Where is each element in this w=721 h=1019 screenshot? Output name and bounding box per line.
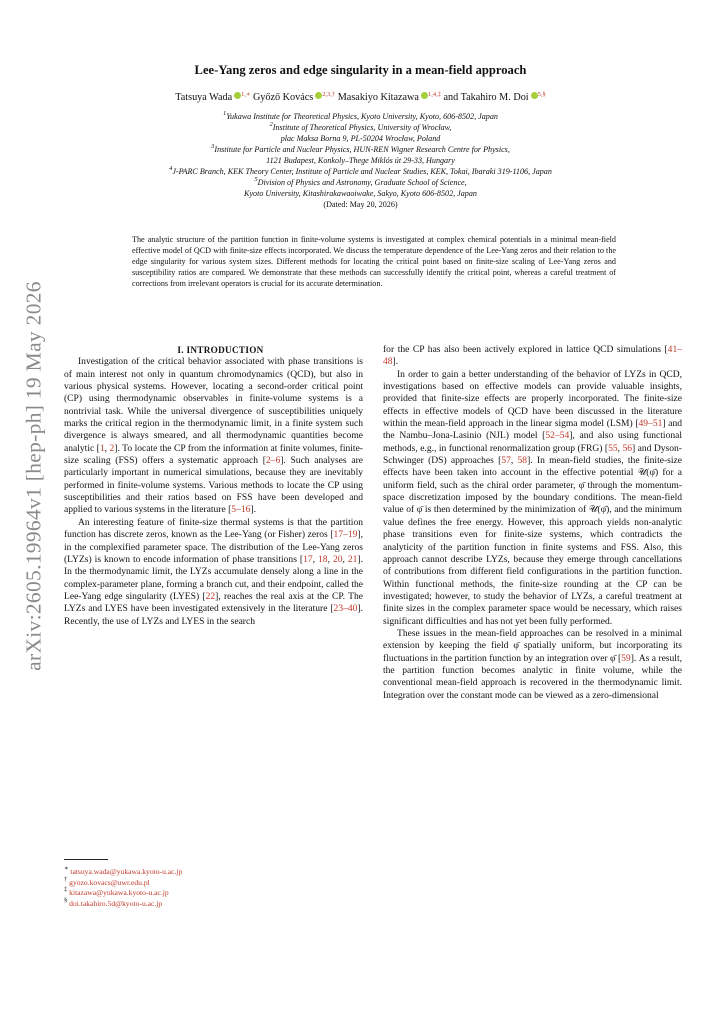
affiliation: plac Maksa Borna 9, PL-50204 Wrocław, Poland (280, 134, 441, 144)
author-2: Győző Kovács (252, 92, 314, 103)
affiliation: $^4$J-PARC Branch, KEK Theory Center, Institute of Particle and Nuclear Studies, KEK, Tokai, Ibaraki 319-1106, Japan (169, 165, 552, 177)
paragraph: In order to gain a better understanding of the behavior of LYZs in QCD, investigations based on effective models can provide valuable insights, provided that finite-size effects are properly incorporated. The finite-size effects in effective models of QCD have been discussed in the literature within the mean-field approach in the linear sigma model (LSM) [49–51] and the Nambu–Jona-Lasinio (NJL) model [52–54], and also using functional methods, e.g., in functional renormalization group (FRG) [55, 56] and Dyson-Schwinger (DS) approaches [57, 58]. In mean-field studies, the finite-size effects have been taken into account in the effective potential 𝒰(φ̄) for a uniform field, such as the chiral order parameter, φ̄ through the momentum-space discretization imposed by the boundary conditions. The mean-field value of φ̄ is then determined by the minimization of 𝒰(φ̄), and the minimum value defines the free energy. However, this approach yields non-analytic phase transitions even for finite-size systems, which contradicts the analyticity of the partition function in finite systems and FSS. Also, this approach cannot describe LYZs, because they emerge through cancellations of contributions from different field configurations in the partition function. Within functional methods, the finite-size rounding at the CP can be investigated; however, to study the behavior of LYZs, a careful treatment at finite sizes in the complex parameter space would be necessary, which raises significant difficulties and has not yet been fully performed. (383, 368, 683, 627)
author-4: Takahiro M. Doi (460, 92, 529, 103)
citation-link[interactable]: 17 (303, 553, 313, 565)
right-column (383, 344, 682, 702)
affiliation: $^1$Yukawa Institute for Theoretical Physics, Kyoto University, Kyoto, 606-8502, Japan (223, 110, 498, 121)
citation-link[interactable]: 52–54 (545, 430, 570, 442)
author-3-marks: 1,4,‡ (427, 91, 441, 98)
citation-link[interactable]: 2–6 (265, 455, 281, 467)
affiliation: 1121 Budapest, Konkoly–Thege Miklós út 29-33, Hungary (266, 156, 455, 166)
citation-link[interactable]: 18 (318, 553, 328, 565)
footnote-rule (64, 859, 108, 860)
author-4-marks: 5,§ (537, 91, 546, 98)
affiliation: $^3$Institute for Particle and Nuclear Physics, HUN-REN Wigner Research Centre for Physics, (211, 143, 510, 155)
author-1: Tatsuya Wada (175, 92, 233, 103)
email-link[interactable]: tatsuya.wada@yukawa.kyoto-u.ac.jp (70, 867, 183, 876)
author-1-marks: 1,∗ (241, 91, 251, 98)
citation-link[interactable]: 49–51 (638, 418, 663, 430)
email-link[interactable]: kitazawa@yukawa.kyoto-u.ac.jp (69, 888, 169, 897)
abstract: The analytic structure of the partition function in finite-volume systems is investigated at complex chemical potentials in a minimal mean-field effective model of QCD with finite-size effects incorporated. We discuss the temperature dependence of the Lee-Yang zeros and their relation to the edge singularity for various system sizes. Different methods for locating the critical point based on finite-size scaling of Lee-Yang zeros and susceptibility ratios are compared. We demonstrate that these methods can successfully identify the critical point, whereas a careful treatment of corrections from irrelevant operators is crucial for its accurate determination. (132, 235, 616, 289)
email-link[interactable]: gyozo.kovacs@uwr.edu.pl (69, 877, 150, 887)
paragraph: for the CP has also been actively explored in lattice QCD simulations [41–48]. (383, 344, 682, 368)
dated-line: (Dated: May 20, 2026) (323, 200, 398, 210)
arxiv-id-text: arXiv:2605.19964v1 [hep-ph] 19 May 2026 (21, 281, 46, 671)
citation-link[interactable]: 23–40 (333, 603, 358, 615)
citation-link[interactable]: 55 (608, 442, 618, 454)
citation-link[interactable]: 17–19 (333, 529, 358, 541)
paragraph: An interesting feature of finite-size thermal systems is that the partition function has discrete zeros, known as the Lee-Yang (or Fisher) zeros [17–19], in the complexified parameter space. The distribution of the Lee-Yang zeros (LYZs) is known to encode information of phase transitions [17, 18, 20, 21]. In the thermodynamic limit, the LYZs accumulate densely along a line in the complex-parameter plane, forming a branch cut, and their endpoint, called the Lee-Yang edge singularity (LYES) [22], reaches the real axis at the CP. The LYZs and LYES have been investigated extensively in the literature [23–40]. Recently, the use of LYZs and LYES in the search (64, 516, 363, 627)
orcid-icon[interactable] (421, 92, 428, 99)
affiliation: $^2$Institute of Theoretical Physics, University of Wrocław, (269, 121, 452, 133)
author-2-marks: 2,3,† (322, 91, 336, 98)
footnotes (64, 867, 182, 909)
authors-and: and (443, 92, 459, 103)
citation-link[interactable]: 1 (99, 442, 105, 454)
affiliations (0, 111, 721, 210)
arxiv-identifier (14, 276, 54, 676)
footnote: § doi.takahiro.5d@kyoto-u.ac.jp (64, 896, 163, 908)
author-3: Masakiyo Kitazawa (337, 92, 419, 103)
affiliation: $^5$Division of Physics and Astronomy, Graduate School of Science, (254, 176, 467, 188)
affiliation: Kyoto University, Kitashirakawaoiwake, Sakyo, Kyoto 606-8502, Japan (244, 189, 477, 199)
citation-link[interactable]: 56 (622, 442, 632, 454)
email-link[interactable]: doi.takahiro.5d@kyoto-u.ac.jp (69, 898, 163, 908)
footnote: ‡ kitazawa@yukawa.kyoto-u.ac.jp (64, 886, 169, 897)
paragraph: These issues in the mean-field approaches can be resolved in a minimal extension by keeping the field φ̄ spatially uniform, but incorporating its fluctuations in the partition function by an integration over φ̄ [59]. As a result, the partition function becomes analytic in finite volume, while the conventional mean-field approach is recovered in the thermodynamic limit. Integration over the constant mode can be viewed as a zero-dimensional (383, 627, 682, 701)
citation-link[interactable]: 41–48 (383, 344, 682, 368)
footnote: † gyozo.kovacs@uwr.edu.pl (64, 875, 150, 887)
paper-title: Lee-Yang zeros and edge singularity in a mean-field approach (194, 63, 527, 77)
citation-link[interactable]: 59 (621, 652, 631, 664)
citation-link[interactable]: 2 (109, 442, 115, 454)
citation-link[interactable]: 22 (205, 590, 216, 602)
left-column (64, 344, 363, 628)
citation-link[interactable]: 20 (332, 553, 343, 565)
orcid-icon[interactable] (531, 92, 538, 99)
citation-link[interactable]: 57 (501, 455, 511, 467)
citation-link[interactable]: 5–16 (231, 504, 251, 516)
section-heading: I. INTRODUCTION (177, 345, 264, 355)
author-list (0, 92, 721, 103)
paragraph: Investigation of the critical behavior associated with phase transitions is of main interest not only in quantum chromodynamics (QCD), but also in various physical systems. However, locating a second-order critical point (CP) using thermodynamic observables in finite-volume systems is a nontrivial task. While the universal divergence of susceptibilities uniquely marks the critical region in the thermodynamic limit, in a finite system such divergence is always smeared, and all thermodynamic quantities become analytic [1, 2]. To locate the CP from the information at finite volumes, finite-size scaling (FSS) offers a systematic approach [2–6]. Such analyses are particularly important in numerical simulations, because they are inevitably performed in finite-volume systems. Various methods to locate the CP using susceptibilities and their ratios based on FSS have been developed and applied to various systems in the literature [5–16]. (64, 356, 363, 516)
footnote: ∗ tatsuya.wada@yukawa.kyoto-u.ac.jp (64, 865, 183, 876)
citation-link[interactable]: 21 (347, 553, 358, 565)
citation-link[interactable]: 58 (517, 455, 528, 467)
